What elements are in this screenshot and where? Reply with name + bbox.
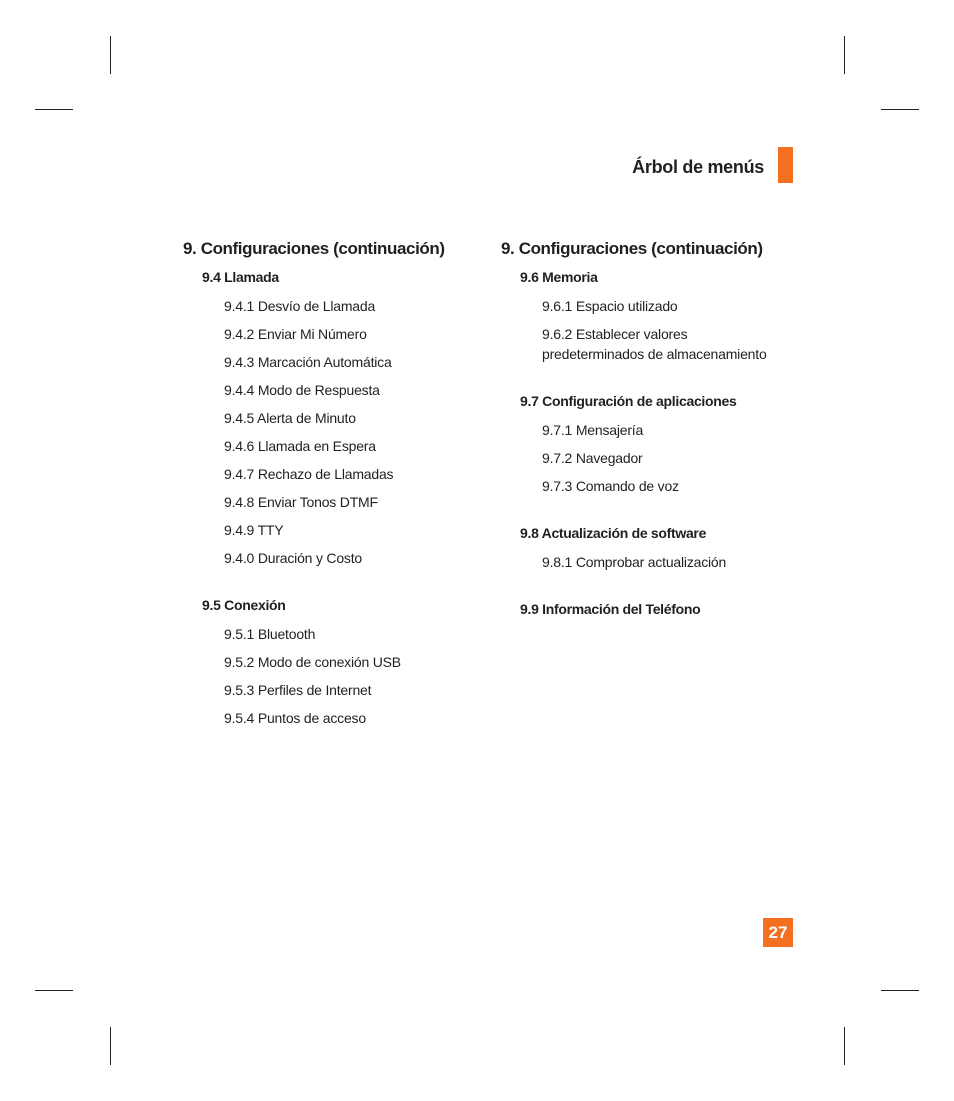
section-title: 9. Configuraciones (continuación)	[501, 239, 763, 258]
menu-item: 9.4.7 Rechazo de Llamadas	[224, 466, 394, 482]
menu-item: 9.4.3 Marcación Automática	[224, 354, 392, 370]
crop-mark	[35, 109, 73, 110]
group-title: 9.8 Actualización de software	[520, 525, 707, 541]
section-title: 9. Configuraciones (continuación)	[183, 239, 445, 258]
menu-group	[520, 268, 801, 364]
right-column	[501, 238, 801, 628]
group-title: 9.4 Llamada	[202, 269, 279, 285]
crop-mark	[110, 1027, 111, 1065]
crop-mark	[844, 36, 845, 74]
page-header-title: Árbol de menús	[632, 157, 764, 177]
left-column	[183, 238, 483, 736]
menu-item: 9.4.9 TTY	[224, 522, 284, 538]
menu-item: 9.4.5 Alerta de Minuto	[224, 410, 356, 426]
menu-group	[202, 268, 483, 568]
group-title: 9.9 Información del Teléfono	[520, 601, 701, 617]
menu-item: 9.4.6 Llamada en Espera	[224, 438, 376, 454]
menu-item: 9.6.2 Establecer valores predeterminados de almacenamiento	[542, 326, 767, 362]
group-title: 9.5 Conexión	[202, 597, 286, 613]
crop-mark	[35, 990, 73, 991]
menu-group	[520, 524, 801, 572]
menu-item: 9.4.4 Modo de Respuesta	[224, 382, 380, 398]
menu-item: 9.5.2 Modo de conexión USB	[224, 654, 401, 670]
menu-item: 9.5.4 Puntos de acceso	[224, 710, 366, 726]
menu-item: 9.5.1 Bluetooth	[224, 626, 316, 642]
menu-group	[202, 596, 483, 728]
menu-item: 9.7.2 Navegador	[542, 450, 643, 466]
menu-item: 9.5.3 Perfiles de Internet	[224, 682, 372, 698]
crop-mark	[110, 36, 111, 74]
menu-item: 9.8.1 Comprobar actualización	[542, 554, 727, 570]
menu-item: 9.7.3 Comando de voz	[542, 478, 679, 494]
menu-item: 9.4.8 Enviar Tonos DTMF	[224, 494, 378, 510]
group-title: 9.7 Configuración de aplicaciones	[520, 393, 737, 409]
menu-item: 9.7.1 Mensajería	[542, 422, 644, 438]
menu-group	[520, 392, 801, 496]
header-accent-tab	[778, 147, 793, 183]
crop-mark	[881, 109, 919, 110]
menu-item: 9.4.1 Desvío de Llamada	[224, 298, 376, 314]
menu-item: 9.4.2 Enviar Mi Número	[224, 326, 367, 342]
menu-item: 9.6.1 Espacio utilizado	[542, 298, 678, 314]
group-title: 9.6 Memoria	[520, 269, 598, 285]
menu-group	[520, 600, 801, 628]
page-number: 27	[763, 918, 793, 947]
menu-item: 9.4.0 Duración y Costo	[224, 550, 363, 566]
crop-mark	[844, 1027, 845, 1065]
crop-mark	[881, 990, 919, 991]
